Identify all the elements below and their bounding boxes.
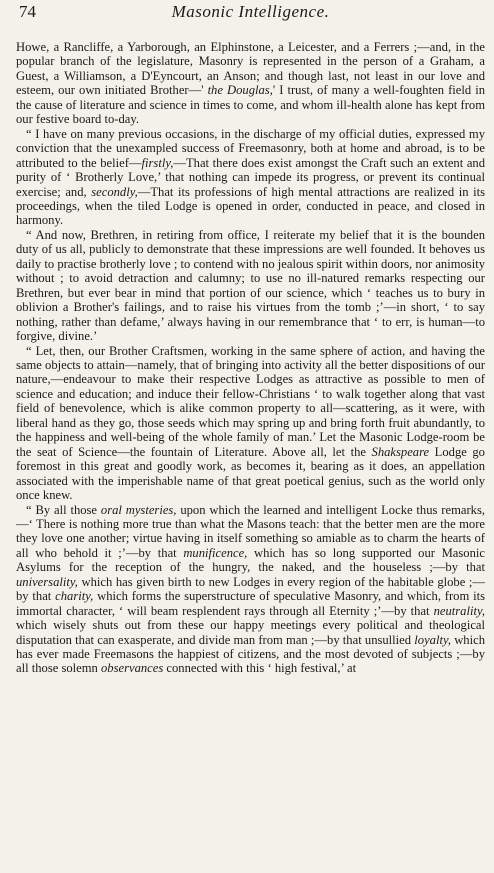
- text-run: “ Let, then, our Brother Craftsmen, working in the same sphere of action, and having the same objects to attain—namely, that of bringing into activity all the better dispositions of our nature,—endeavour to make their respective Lodges as attractive as possible to men of science and education; and induce their fellow-Christians ‘ to walk together along that vast field of benevolence, which is alike common property to all—scattering, as it were, with liberal hand as they go, those seeds which may spring up and bring forth fruit abundantly, to the happiness and well-being of the whole family of man.’ Let the Masonic Lodge-room be the seat of Science—the fountain of Literature. Above all, let the: [16, 343, 485, 459]
- text-run: —That there does exist amongst the Craft such an extent and purity of ‘ Brotherly Love,’ that nothing can impede its progress, or prevent its continual exercise; and,: [16, 155, 486, 199]
- text-run: connected with this ‘ high festival,’ at: [163, 661, 357, 676]
- text-run: upon which the learned and intelligent Locke thus remarks,—‘ There is nothing more true than what the Masons teach: that the better men are the more they love one another; virtue having in itself something so amiable as to charm the hearts of all who behold it ;’—by that: [16, 502, 485, 560]
- text-run: —That its professions of high mental attractions are realized in its proceedings, when the tiled Lodge is opened in order, conducted in peace, and closed in harmony.: [16, 184, 485, 228]
- text-run: “ And now, Brethren, in retiring from office, I reiterate my belief that it is the bounden duty of us all, publicly to demonstrate that these impressions are well founded. It behoves us daily to practise brotherly love ; to contend with no jealous spirit within doors, nor animosity without ; to avoid detraction and calumny; to use no ill-natured remarks respecting our Brethren, but ever bear in mind that portion of our science, which ‘ teaches us to bury in oblivion a Brother's failings, and to raise his virtues from the tomb ;’—in short, ‘ to say nothing, rather than defame,’ always having in our remembrance that ‘ to err, is human—to forgive, divine.’: [16, 227, 485, 344]
- italic-run: Shakspeare: [371, 444, 430, 459]
- text-run: ' I trust, of many a well-foughten field in the cause of literature and science in times to come, and whom ill-health alone has kept from our festive board to-day.: [16, 83, 486, 127]
- paragraph: [16, 344, 485, 503]
- paragraph: [16, 503, 485, 676]
- paragraph: [16, 40, 485, 127]
- body-text: [16, 40, 485, 676]
- italic-run: universality,: [16, 574, 78, 589]
- italic-run: oral mysteries,: [100, 502, 177, 517]
- paragraph: [16, 127, 485, 228]
- text-run: Lodge go foremost in this great and goodly work, as becomes it, bearing as it does, an appellation associated with the imperishable name of that great poetical genius, such as the world only once knew.: [16, 444, 485, 503]
- italic-run: firstly,: [141, 155, 174, 170]
- running-head: Masonic Intelligence.: [171, 2, 330, 21]
- italic-run: the Douglas,: [207, 83, 273, 98]
- text-run: which has ever made Freemasons the happiest of citizens, and the most devoted of subjects ;—by all those solemn: [16, 632, 485, 676]
- text-run: Howe, a Rancliffe, a Yarborough, an Elphinstone, a Leicester, and a Ferrers ;—and, in the popular branch of the legislature, Masonry is represented in the person of a Graham, a Guest, a Williamson, a D'Eyncourt, an Anson; and though last, not least in our love and esteem, our own initiated Brother—': [16, 40, 485, 98]
- page-header: [16, 0, 485, 40]
- text-run: which wisely shuts out from these our happy meetings every political and theological disputation that can exasperate, and divide man from man ;—by that unsullied: [16, 618, 485, 647]
- italic-run: loyalty,: [414, 632, 452, 647]
- text-run: “ I have on many previous occasions, in the discharge of my official duties, expressed my conviction that the unexampled success of Freemasonry, both at home and abroad, is to be attributed to the belief—: [16, 126, 485, 170]
- page-number: 74: [19, 2, 36, 21]
- text-run: which has so long supported our Masonic Asylums for the reception of the hungry, the naked, and the houseless ;—by that: [16, 545, 485, 575]
- text-run: which forms the superstructure of speculative Masonry, and which, from its immortal character, ‘ will beam resplendent rays through all Eternity ;’—by that: [16, 589, 485, 618]
- italic-run: neutrality,: [433, 603, 485, 618]
- paragraph: [16, 228, 485, 344]
- italic-run: munificence,: [183, 545, 248, 560]
- text-run: “ By all those: [26, 502, 101, 517]
- italic-run: charity,: [55, 589, 94, 604]
- italic-run: observances: [101, 661, 164, 676]
- italic-run: secondly,: [91, 184, 138, 199]
- text-run: which has given birth to new Lodges in every region of the habitable globe ;—by that: [16, 574, 485, 604]
